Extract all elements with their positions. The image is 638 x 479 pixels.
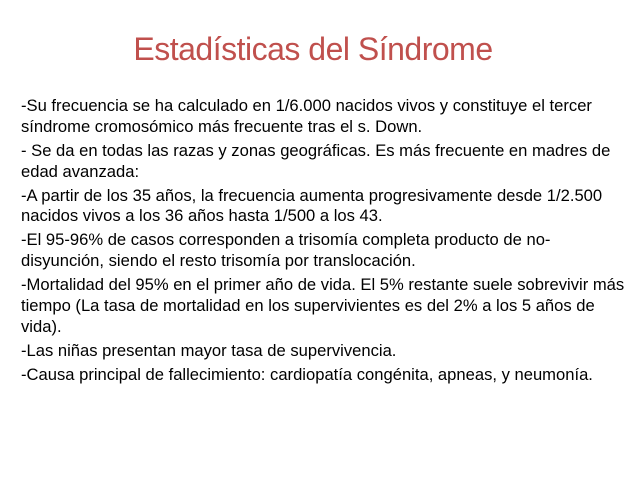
paragraph-mortality: -Mortalidad del 95% en el primer año de vida. El 5% restante suele sobrevivir más tiempo (La tasa de mortalidad en los supervivientes es del 2% a los 5 años de vida). [21,275,625,336]
paragraph-distribution: - Se da en todas las razas y zonas geográficas. Es más frecuente en madres de edad avanzada: [21,140,611,181]
paragraph-frequency: -Su frecuencia se ha calculado en 1/6.000 nacidos vivos y constituye el tercer síndrome cromosómico más frecuente tras el s. Down. [21,96,592,136]
paragraph-trisomy: -El 95-96% de casos corresponden a trisomía completa producto de no-disyunción, siendo el resto trisomía por translocación. [21,230,551,271]
paragraph-cause-of-death: -Causa principal de fallecimiento: cardiopatía congénita, apneas, y neumonía. [21,364,593,384]
slide-title-container [0,30,638,68]
slide-body [21,96,627,389]
paragraph-survival: -Las niñas presentan mayor tasa de supervivencia. [21,340,397,360]
paragraph-maternal-age: -A partir de los 35 años, la frecuencia aumenta progresivamente desde 1/2.500 nacidos vivos a los 36 años hasta 1/500 a los 43. [21,185,603,226]
slide-title: Estadísticas del Síndrome [133,31,493,67]
